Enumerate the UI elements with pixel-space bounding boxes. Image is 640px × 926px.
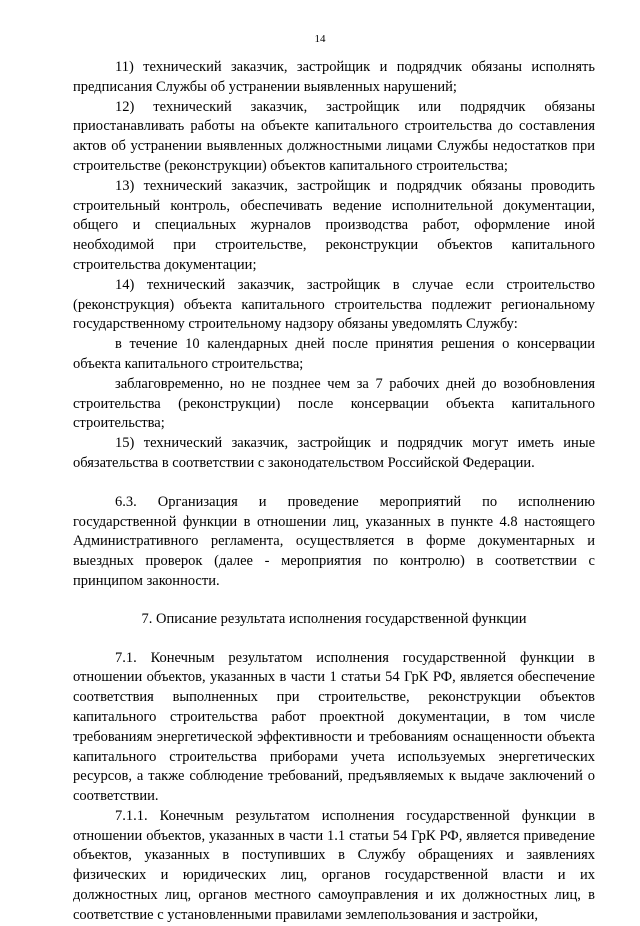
paragraph-item-14: 14) технический заказчик, застройщик в случае если строительство (реконструкция) объекта капитального строительства подлежит региональному государственному строительному надзору обязаны уведомлять Службу: [73, 276, 595, 333]
paragraph-6-3: 6.3. Организация и проведение мероприятий по исполнению государственной функции в отношении лиц, указанных в пункте 4.8 настоящего Административного регламента, осуществляется в форме документарных и выездных проверок (далее - мероприятия по контролю) в соответствии с принципом законности. [73, 493, 595, 589]
paragraph-item-15: 15) технический заказчик, застройщик и подрядчик могут иметь иные обязательства в соответствии с законодательством Российской Федерации. [73, 435, 595, 471]
section-heading: 7. Описание результата исполнения государственной функции [141, 610, 527, 627]
page-number: 14 [314, 33, 326, 45]
document-body [73, 58, 595, 926]
paragraph-item-13: 13) технический заказчик, застройщик и подрядчик обязаны проводить строительный контроль, обеспечивать ведение исполнительной документации, общего и специальных журналов производства работ, оформление иной необходимой при строительстве, реконструкции объектов капитального строительства документации; [73, 177, 595, 273]
paragraph-item-11: 11) технический заказчик, застройщик и подрядчик обязаны исполнять предписания Службы об устранении выявленных нарушений; [73, 59, 595, 95]
paragraph-item-14-sub-2: заблаговременно, но не позднее чем за 7 рабочих дней до возобновления строительства (реконструкции) после консервации объекта капитального строительства; [73, 375, 595, 432]
paragraph-item-12: 12) технический заказчик, застройщик или подрядчик обязаны приостанавливать работы на объекте капитального строительства до составления актов об устранении выявленных должностными лицами Службы недостатков при строительстве (реконструкции) объектов капитального строительства; [73, 98, 595, 174]
paragraph-7-1-1: 7.1.1. Конечным результатом исполнения государственной функции в отношении объектов, указанных в части 1.1 статьи 54 ГрК РФ, является приведение объектов, указанных в поступивших в Службу обращениях и заявлениях физических и юридических лиц, органов государственной власти и их должностных лиц, органов местного самоуправления и их должностных лиц, в соответствие с установленными правилами землепользования и застройки, [73, 807, 595, 923]
paragraph-7-1: 7.1. Конечным результатом исполнения государственной функции в отношении объектов, указанных в части 1 статьи 54 ГрК РФ, является обеспечение соответствия выполненных при строительстве, реконструкции объектов капитального строительства работ проектной документации, в том числе требованиям энергетической эффективности и требованиям оснащенности объекта капитального строительства приборами учета используемых энергетических ресурсов, а также соблюдение требований, предъявляемых к выдаче заключений о соответствии. [73, 649, 595, 805]
paragraph-item-14-sub-1: в течение 10 календарных дней после принятия решения о консервации объекта капитального строительства; [73, 336, 595, 372]
